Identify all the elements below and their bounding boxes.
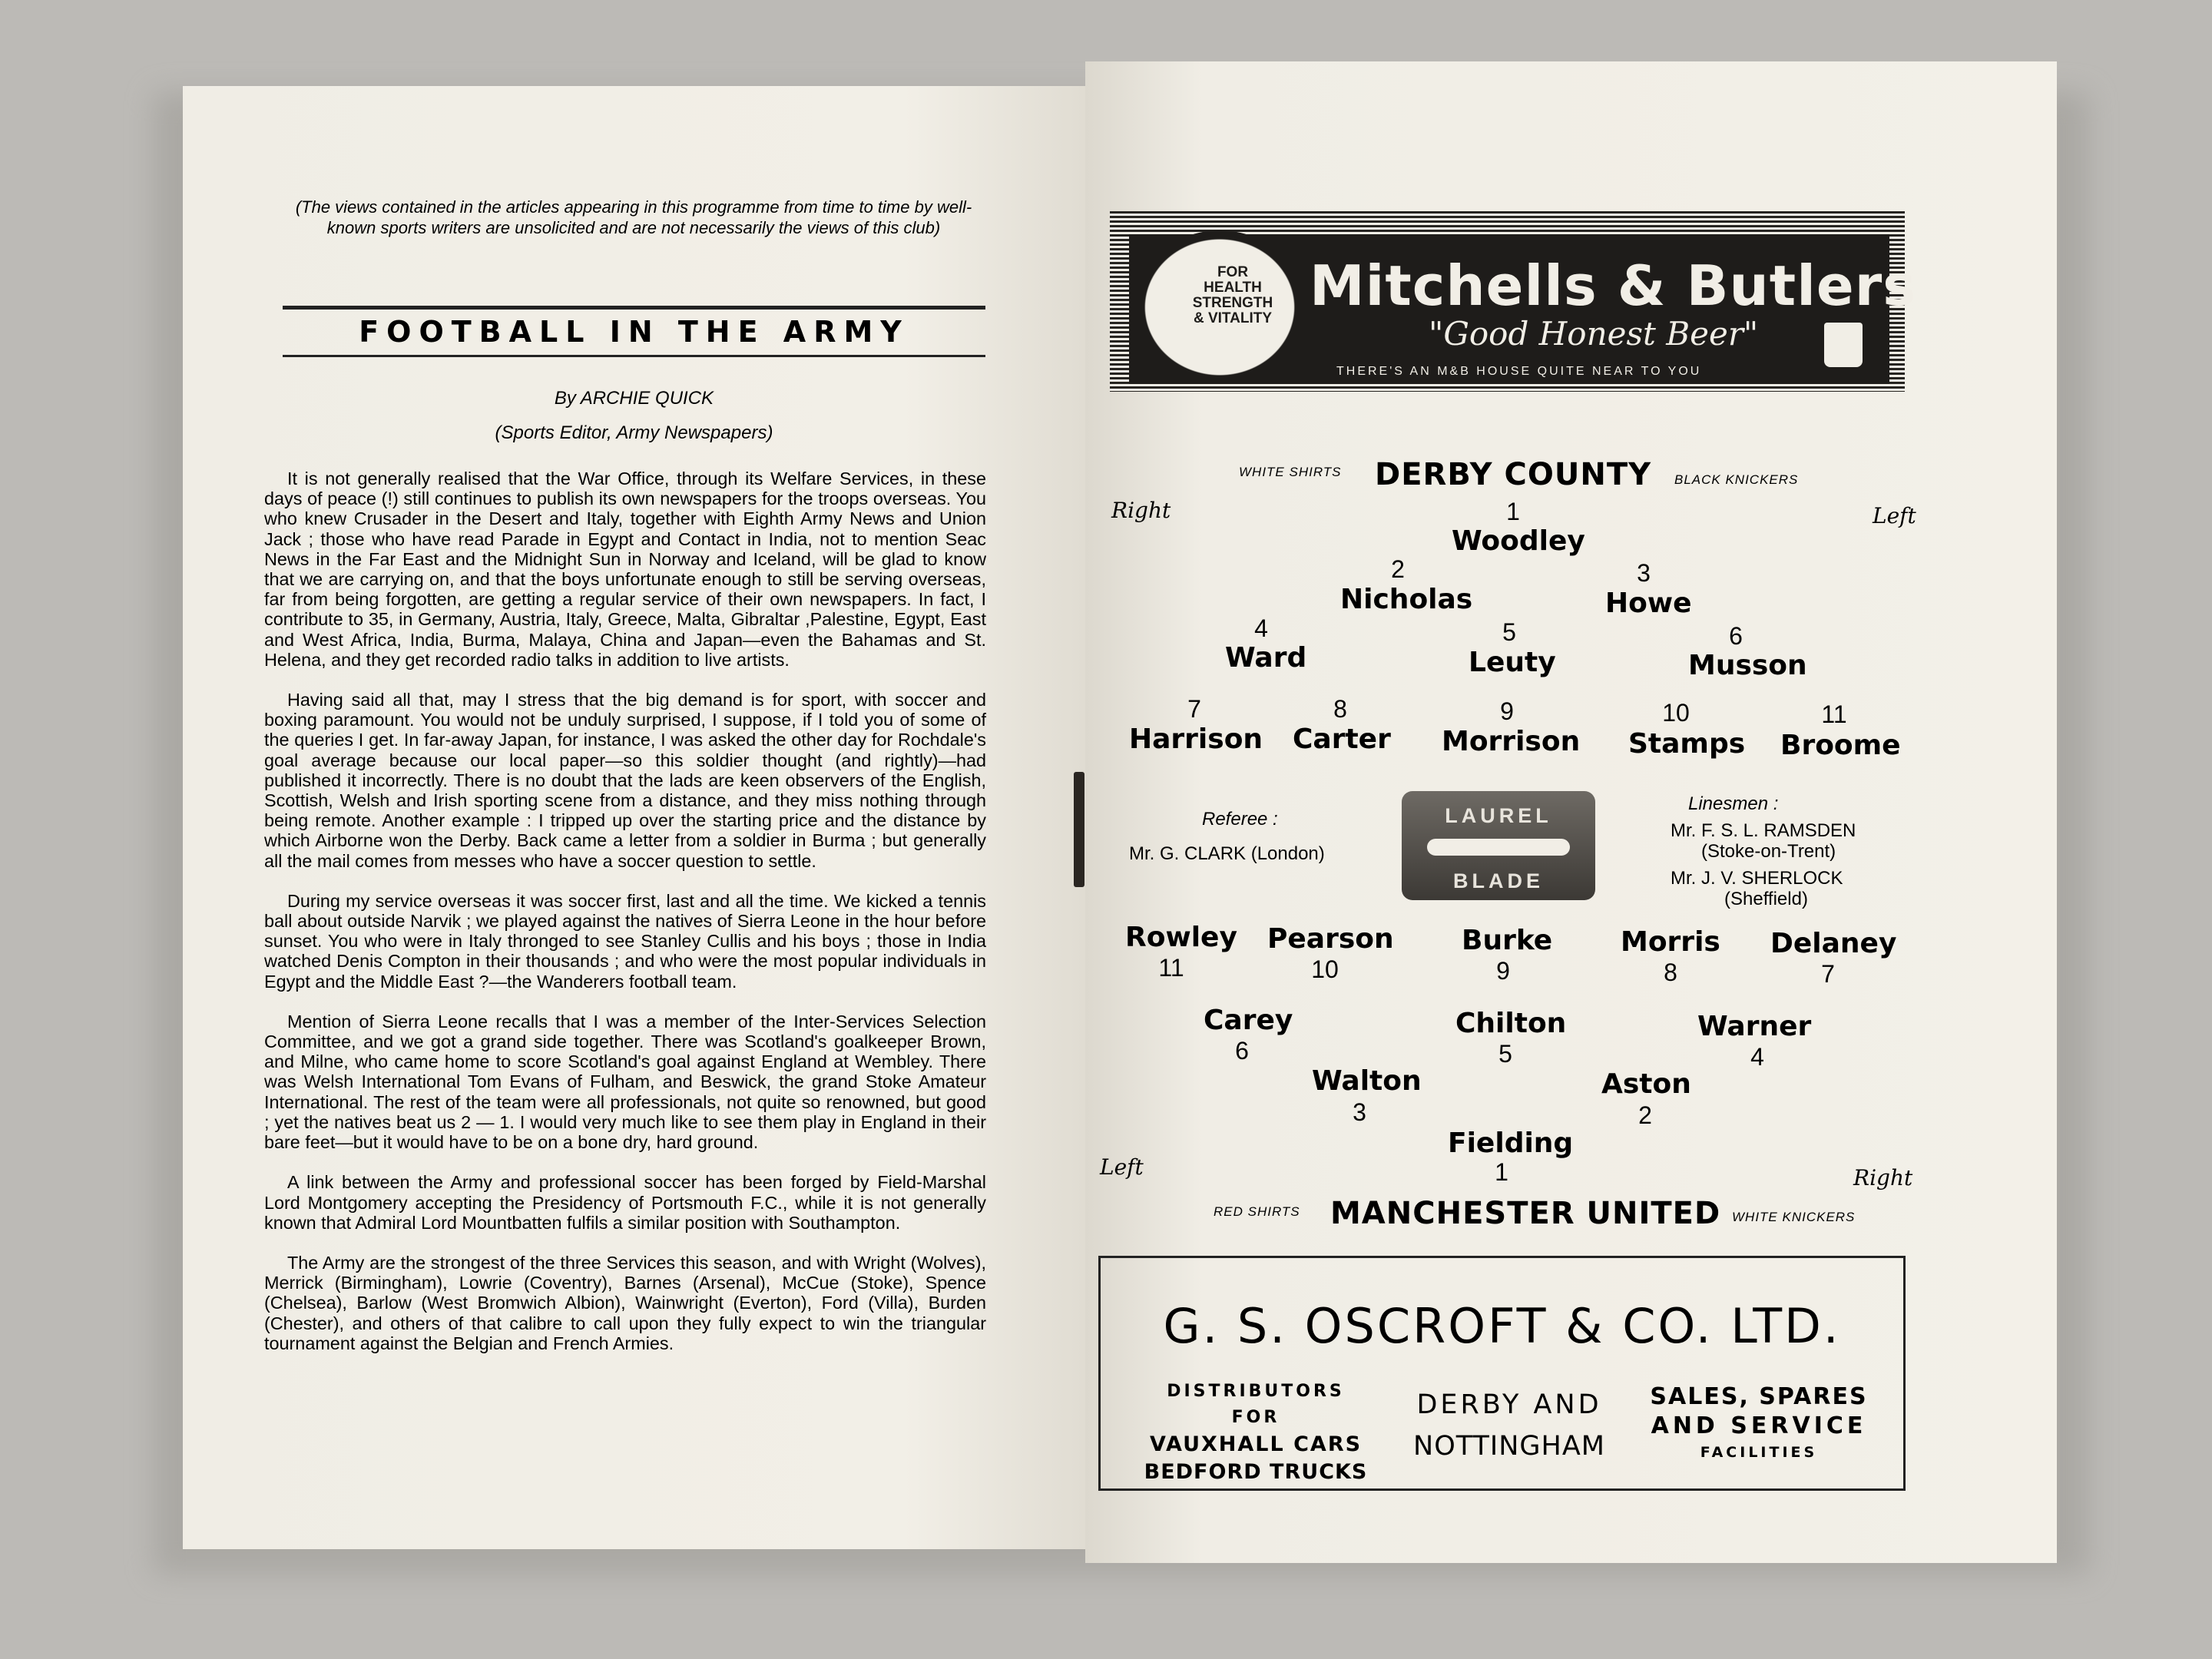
player-number: 8 <box>1664 959 1677 986</box>
paragraph: During my service overseas it was soccer first, last and all the time. We kicked a tennis ball about outside Narvik ; we played against the natives of Sierra Leone in the hour before sunset. You who were in Italy thronged to see Stanley Cullis and his boys ; those in India watched Denis Compton in their thousands ; and who were the most popular individuals in Egypt and the Middle East ?—the Wanderers football team. <box>264 890 986 992</box>
away-side-right: Right <box>1853 1165 1913 1190</box>
player-name: Leuty <box>1469 647 1556 678</box>
player-number: 2 <box>1391 555 1405 583</box>
player-number: 6 <box>1235 1037 1249 1065</box>
paragraph: Having said all that, may I stress that the big demand is for sport, with soccer and boxing paramount. You would not be unduly surprised, I suppose, if I told you of some of the queries I get. In far-away Japan, for instance, I was asked the other day for Rochdale's goal average because our local paper—so this soldier thought (and rightly)—had published it incorrectly. There is no doubt that the lads are keen observers of the English, Scottish, Welsh and Irish sporting scene from a distance, and they miss nothing through being remote. Another example : I tripped up over the starting price and the distance by which Airborne won the Derby. Back came a letter from a soldier in Burma ; but generally all the mail comes from messes who have a soccer question to settle. <box>264 690 986 871</box>
linesmen-label: Linesmen : <box>1688 793 1779 814</box>
article-title: FOOTBALL IN THE ARMY <box>359 315 909 349</box>
player-name: Nicholas <box>1340 584 1473 615</box>
player-name: Warner <box>1697 1011 1812 1042</box>
title-rule-bottom <box>283 355 985 357</box>
player-number: 3 <box>1353 1098 1366 1126</box>
player-name: Morrison <box>1442 726 1581 757</box>
brand-tagline: THERE'S AN M&B HOUSE QUITE NEAR TO YOU <box>1336 365 1702 378</box>
player-number: 11 <box>1821 700 1847 728</box>
player-number: 11 <box>1158 954 1184 982</box>
player-number: 7 <box>1187 695 1201 723</box>
away-kit-shirts: RED SHIRTS <box>1214 1204 1300 1219</box>
player-number: 5 <box>1498 1040 1512 1068</box>
linesman-2-club: (Sheffield) <box>1724 889 1808 909</box>
player-number: 4 <box>1254 614 1268 642</box>
player-number: 7 <box>1821 960 1835 988</box>
blade-ad-line1: LAUREL <box>1445 804 1552 827</box>
player-name: Burke <box>1462 925 1553 956</box>
player-name: Walton <box>1312 1065 1422 1097</box>
oscroft-ad-services: SALES, SPARES AND SERVICE FACILITIES <box>1650 1383 1868 1461</box>
player-number: 9 <box>1496 957 1510 985</box>
beer-mug-icon <box>1824 323 1863 367</box>
linesman-1: Mr. F. S. L. RAMSDEN <box>1671 820 1856 841</box>
linesman-2: Mr. J. V. SHERLOCK <box>1671 868 1843 889</box>
player-name: Chilton <box>1455 1008 1567 1039</box>
paragraph: The Army are the strongest of the three Services this season, and with Wright (Wolves), Merrick (Birmingham), Lowrie (Coventry), Barnes (Arsenal), McCue (Stoke), Spence (Chelsea), Barlow (West Bromwich Albion), Wainwright (Everton), Ford (Villa), Burden (Chester), and others of that calibre to call upon they fully expect to win the triangular tournament against the Belgian and French Armies. <box>264 1252 986 1353</box>
home-kit-knickers: BLACK KNICKERS <box>1674 472 1799 487</box>
player-name: Harrison <box>1129 724 1263 755</box>
player-number: 2 <box>1638 1101 1652 1129</box>
player-number: 10 <box>1311 955 1339 983</box>
player-number: 1 <box>1506 498 1520 525</box>
home-side-left: Left <box>1873 503 1916 528</box>
brand-slogan: "Good Honest Beer" <box>1429 315 1759 353</box>
player-number: 4 <box>1750 1043 1764 1071</box>
player-name: Musson <box>1688 650 1807 681</box>
player-number: 5 <box>1502 618 1516 646</box>
paragraph: It is not generally realised that the War Office, through its Welfare Services, in these days of peace (!) still continues to publish its own newspapers for the troops overseas. You who knew Crusader in the Desert and Italy, together with Eighth Army News and Union Jack ; those who have read Parade in Egypt and Contact in India, not to mention Seac News in the Far East and the Midnight Sun in Norway and Iceland, will be glad to know that we are carrying on, and that the boys unfortunate enough to still be serving overseas, far from being forgotten, are getting a regular service of their own newspapers. In fact, I contribute to 35, in Germany, Austria, Italy, Greece, Malta, Gibraltar ,Palestine, Egypt, East and West Africa, India, Burma, Malaya, China and Japan—even the Bahamas and St. Helena, and they get recorded radio talks in addition to live artists. <box>264 469 986 670</box>
away-side-left: Left <box>1100 1154 1144 1180</box>
player-number: 6 <box>1729 622 1743 650</box>
player-name: Fielding <box>1448 1128 1574 1159</box>
home-team-name: DERBY COUNTY <box>1375 457 1652 492</box>
player-name: Rowley <box>1125 922 1237 953</box>
player-number: 1 <box>1495 1158 1508 1186</box>
binding-staple <box>1074 772 1084 887</box>
referee-name: Mr. G. CLARK (London) <box>1129 843 1325 864</box>
home-kit-shirts: WHITE SHIRTS <box>1239 465 1342 479</box>
player-name: Morris <box>1621 926 1720 958</box>
article-body <box>264 469 986 1373</box>
disclaimer: (The views contained in the articles appearing in this programme from time to time by well-known sports writers are unsolicited and are not necessarily the views of this club) <box>295 197 972 237</box>
oscroft-ad-distributors: DISTRIBUTORS FOR VAUXHALL CARS BEDFORD TRUCKS <box>1144 1382 1368 1484</box>
player-number: 8 <box>1333 695 1347 723</box>
player-name: Carter <box>1293 724 1391 755</box>
player-number: 9 <box>1500 697 1514 725</box>
brand-name: Mitchells & Butlers <box>1310 253 1917 318</box>
paragraph: A link between the Army and professional soccer has been forged by Field-Marshal Lord Montgomery accepting the Presidency of Portsmouth F.C., while it is not generally known that Admiral Lord Mountbatten fulfils a similar position with Southampton. <box>264 1172 986 1233</box>
player-number: 10 <box>1662 699 1690 727</box>
byline-role: (Sports Editor, Army Newspapers) <box>495 422 773 443</box>
barrel-slogan: FOR HEALTH STRENGTH & VITALITY <box>1192 264 1273 326</box>
player-name: Aston <box>1601 1068 1691 1100</box>
title-rule-top <box>283 306 985 310</box>
away-team-name: MANCHESTER UNITED <box>1330 1196 1721 1231</box>
razor-blade-icon <box>1427 839 1570 856</box>
away-kit-knickers: WHITE KNICKERS <box>1732 1210 1856 1224</box>
paragraph: Mention of Sierra Leone recalls that I was a member of the Inter-Services Selection Committee, and we got a grand side together. There was Scotland's goalkeeper Brown, and Milne, who came home to score Scotland's goal against England at Wembley. There was Welsh International Tom Evans of Fulham, and Beswick, the grand Stoke Amateur International. The rest of the team were all professionals, not quite so renowned, but good ; yet the natives beat us 2 — 1. I would very much like to see them play in England in their bare feet—but it would have to be on a bone dry, hard ground. <box>264 1011 986 1153</box>
player-number: 3 <box>1637 559 1651 587</box>
blade-ad-line2: BLADE <box>1453 869 1544 892</box>
player-name: Delaney <box>1770 928 1897 959</box>
player-name: Howe <box>1605 588 1692 619</box>
player-name: Ward <box>1225 642 1307 674</box>
oscroft-ad-title: G. S. OSCROFT & CO. LTD. <box>1163 1298 1841 1354</box>
referee-label: Referee : <box>1202 809 1278 830</box>
player-name: Broome <box>1780 730 1901 761</box>
home-side-right: Right <box>1111 498 1171 523</box>
oscroft-ad-locations: DERBY AND NOTTINGHAM <box>1413 1389 1605 1462</box>
player-name: Woodley <box>1452 525 1585 557</box>
player-name: Carey <box>1204 1005 1293 1036</box>
byline: By ARCHIE QUICK <box>554 388 714 409</box>
linesman-1-club: (Stoke-on-Trent) <box>1701 841 1836 862</box>
player-name: Pearson <box>1267 923 1394 955</box>
player-name: Stamps <box>1628 728 1746 760</box>
